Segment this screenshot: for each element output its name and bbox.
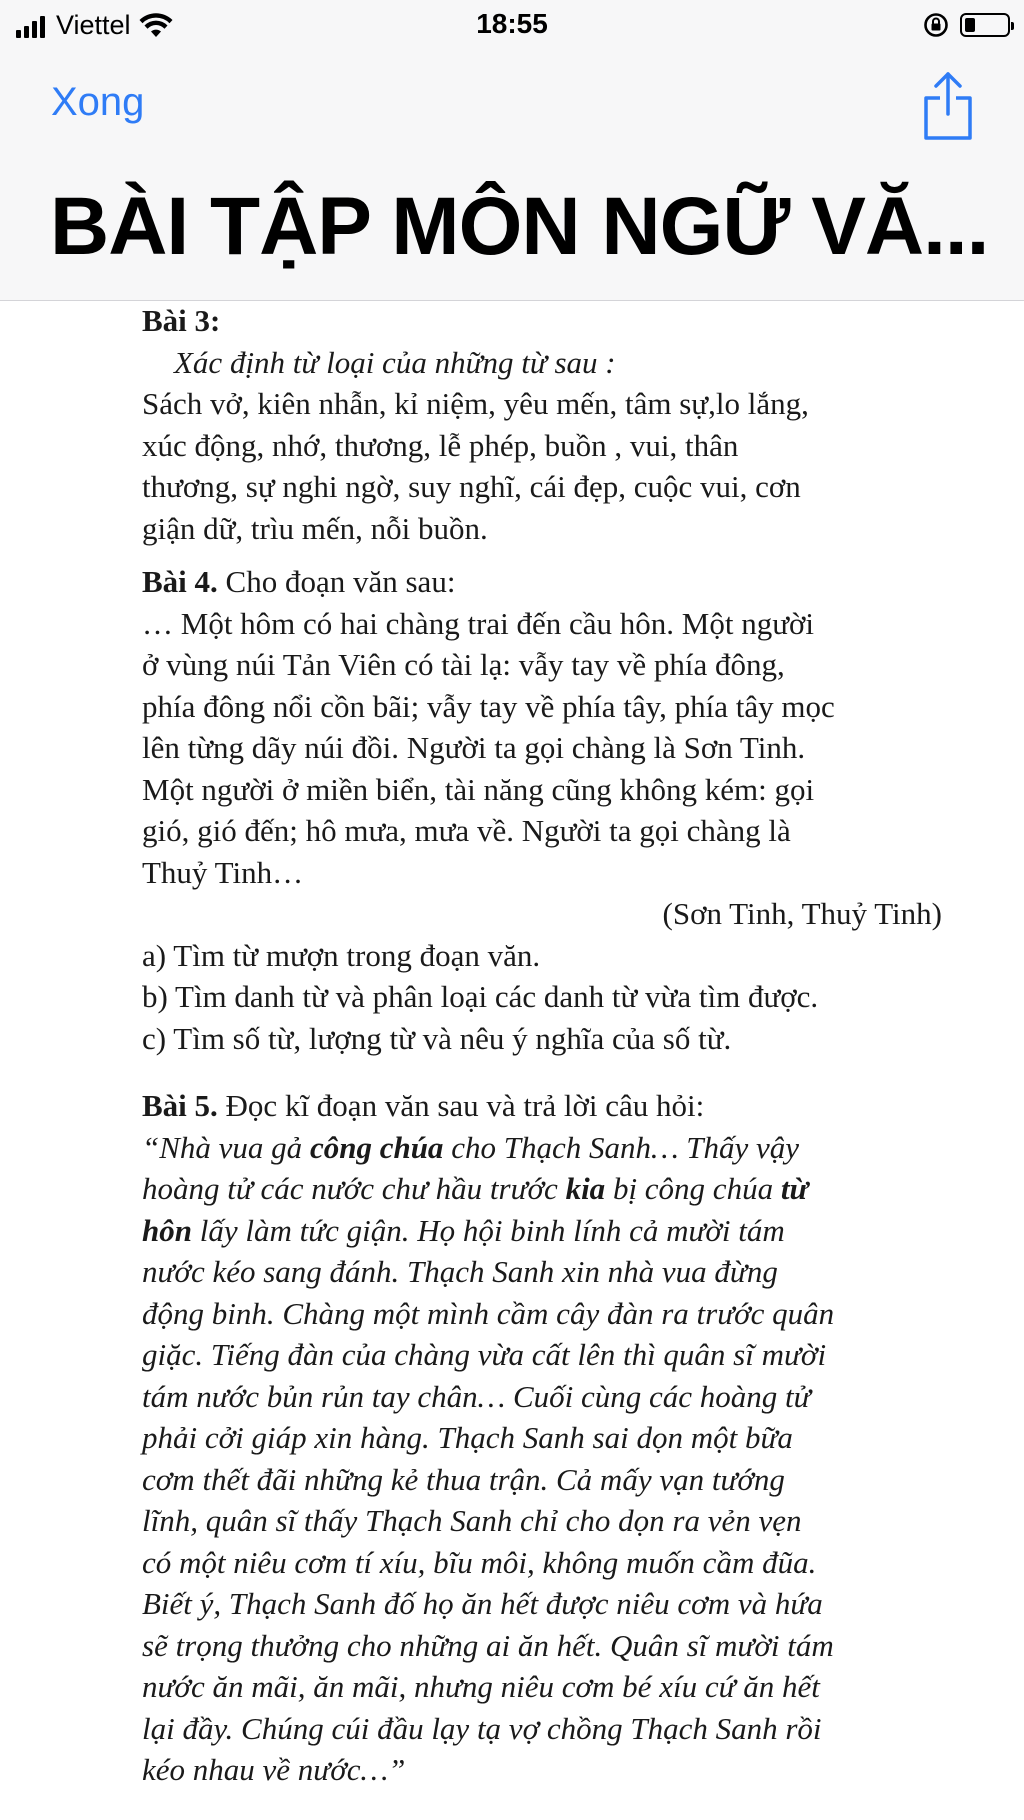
carrier-name: Viettel (56, 10, 131, 40)
text-line: phía đông nổi cồn bãi; vẫy tay về phía tây, phía tây mọc (142, 688, 835, 724)
text-line: có một niêu cơm tí xíu, bĩu môi, không muốn cầm đũa. (142, 1544, 817, 1580)
text-line: lại đầy. Chúng cúi đầu lạy tạ vợ chồng Thạch Sanh rồi (142, 1710, 822, 1746)
text-line: lĩnh, quân sĩ thấy Thạch Sanh chỉ cho dọn ra vẻn vẹn (142, 1503, 802, 1538)
battery-icon (960, 13, 1010, 37)
question-b: b) Tìm danh từ và phân loại các danh từ vừa tìm được. (142, 979, 819, 1014)
text-line: Thuỷ Tinh… (142, 854, 304, 890)
text-line: phải cởi giáp xin hàng. Thạch Sanh sai dọn một bữa (142, 1420, 793, 1455)
text-line: “Nhà vua gả công chúa cho Thạch Sanh… Thấy vậy (142, 1129, 800, 1165)
question-a: a) Tìm từ mượn trong đoạn văn. (142, 937, 541, 973)
text-line: giặc. Tiếng đàn của chàng vừa cất lên thì quân sĩ mười (142, 1337, 827, 1372)
document-title: BÀI TẬP MÔN NGỮ VĂ... (50, 181, 989, 272)
text-line: nước kéo sang đánh. Thạch Sanh xin nhà vua đừng (142, 1254, 778, 1289)
text-line: ở vùng núi Tản Viên có tài lạ: vẫy tay về phía đông, (142, 647, 785, 682)
text-line: … Một hôm có hai chàng trai đến cầu hôn. Một người (142, 605, 815, 641)
bai4-source: (Sơn Tinh, Thuỷ Tinh) (662, 896, 942, 931)
bai3-instruction: Xác định từ loại của những từ sau : (174, 344, 616, 380)
text-line: xúc động, nhớ, thương, lễ phép, buồn , vui, thân (142, 427, 739, 463)
text-line: hôn lấy làm tức giận. Họ hội binh lính cả mười tám (142, 1212, 785, 1248)
document-content (142, 300, 942, 1791)
text-line: gió, gió đến; hô mưa, mưa về. Người ta gọi chàng là (142, 813, 791, 848)
status-bar (0, 0, 1024, 52)
question-c: c) Tìm số từ, lượng từ và nêu ý nghĩa của số từ. (142, 1020, 732, 1056)
text-line: Sách vở, kiên nhẫn, kỉ niệm, yêu mến, tâm sự,lo lắng, (142, 386, 809, 421)
done-button[interactable]: Xong (51, 80, 145, 124)
text-line: kéo nhau về nước…” (142, 1752, 406, 1787)
text-line: nước ăn mãi, ăn mãi, nhưng niêu cơm bé xíu cứ ăn hết (142, 1669, 820, 1704)
bai3-heading: Bài 3: (142, 303, 221, 338)
bai5-heading: Bài 5. Đọc kĩ đoạn văn sau và trả lời câu hỏi: (142, 1088, 705, 1123)
text-line: thương, sự nghi ngờ, suy nghĩ, cái đẹp, cuộc vui, cơn (142, 469, 801, 504)
orientation-lock-icon (922, 11, 950, 39)
navigation-bar (0, 52, 1024, 301)
text-line: tám nước bủn rủn tay chân… Cuối cùng các hoàng tử (142, 1378, 811, 1414)
text-line: lên từng dãy núi đồi. Người ta gọi chàng là Sơn Tinh. (142, 730, 806, 765)
text-line: giận dữ, trìu mến, nỗi buồn. (142, 510, 488, 546)
status-time: 18:55 (476, 8, 548, 39)
text-line: Một người ở miền biển, tài năng cũng không kém: gọi (142, 771, 815, 807)
share-button[interactable] (920, 70, 976, 142)
text-line: sẽ trọng thưởng cho những ai ăn hết. Quân sĩ mười tám (142, 1627, 834, 1663)
text-line: Biết ý, Thạch Sanh đố họ ăn hết được niêu cơm và hứa (142, 1586, 823, 1621)
text-line: hoàng tử các nước chư hầu trước kia bị công chúa từ (142, 1171, 809, 1206)
text-line: cơm thết đãi những kẻ thua trận. Cả mấy vạn tướng (142, 1461, 785, 1497)
bai4-heading: Bài 4. Cho đoạn văn sau: (142, 564, 456, 599)
share-icon (920, 70, 976, 142)
text-line: động binh. Chàng một mình cầm cây đàn ra trước quân (142, 1295, 835, 1331)
status-right (922, 11, 1010, 39)
